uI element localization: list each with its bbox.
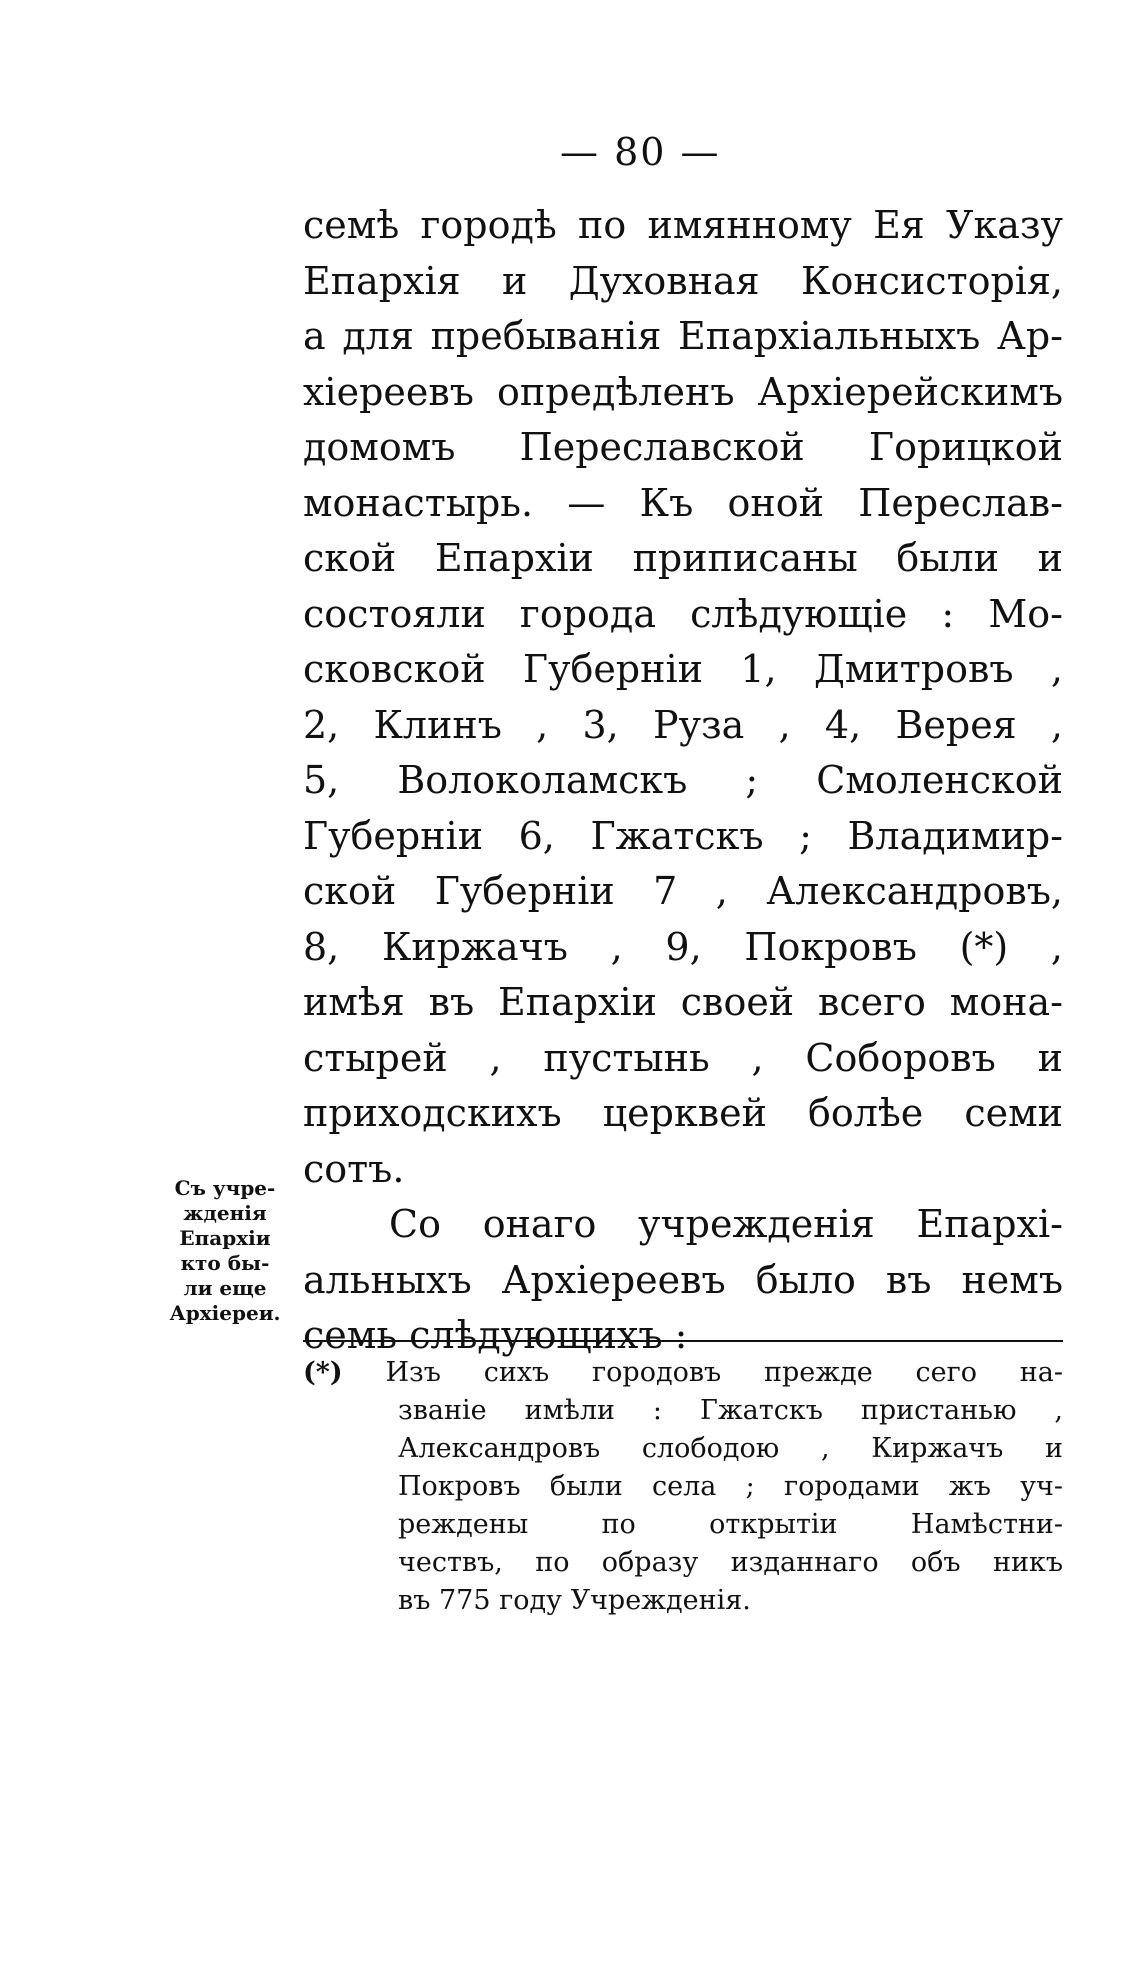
- text-line: альныхъ Архіереевъ было въ немъ: [303, 1257, 1063, 1302]
- text-line: стырей , пустынь , Соборовъ и: [303, 1035, 1063, 1080]
- margin-note-line: Архіереи.: [169, 1301, 281, 1325]
- margin-note-line: ли еще: [183, 1276, 267, 1300]
- footnote-line: реждены по открытіи Намѣстни-: [398, 1509, 1063, 1540]
- text-line: состояли города слѣдующіе : Мо-: [303, 591, 1063, 636]
- text-line: хіереевъ опредѣленъ Архіерейскимъ: [303, 369, 1063, 414]
- footnote-line: Александровъ слободою , Киржачъ и: [398, 1433, 1063, 1464]
- text-line: 8, Киржачъ , 9, Покровъ (*) ,: [303, 924, 1063, 969]
- margin-note: [150, 1176, 300, 1326]
- text-line: монастырь. — Къ оной Переслав-: [303, 480, 1063, 525]
- text-line: домомъ Переславской Горицкой: [303, 425, 1063, 469]
- margin-note-line: кто бы-: [180, 1251, 270, 1275]
- text-line: Со онаго учрежденія Епархі-: [389, 1202, 1063, 1246]
- footnote-line: [303, 1354, 1063, 1392]
- text-line: приходскихъ церквей болѣе семи: [303, 1091, 1063, 1135]
- text-line: 2, Клинъ , 3, Руза , 4, Верея ,: [303, 702, 1063, 747]
- text-line: ской Губерніи 7 , Александровъ,: [303, 869, 1063, 913]
- footnote-line: званіе имѣли : Гжатскъ пристанью ,: [398, 1395, 1063, 1426]
- main-text: [303, 198, 1063, 1364]
- text-line: а для пребыванія Епархіальныхъ Ар-: [303, 314, 1063, 358]
- margin-note-line: Съ учре-: [174, 1176, 276, 1200]
- text-line: ской Епархіи приписаны были и: [303, 536, 1063, 580]
- footnote-line: Покровъ были села ; городами жъ уч-: [398, 1471, 1063, 1502]
- text-line: сковской Губерніи 1, Дмитровъ ,: [303, 647, 1063, 691]
- text-line: 5, Волоколамскъ ; Смоленской: [303, 758, 1063, 802]
- margin-note-line: жденія: [183, 1201, 267, 1225]
- margin-note-line: Епархіи: [179, 1226, 271, 1250]
- footnote-marker: (*): [303, 1357, 343, 1388]
- text-line: Губерніи 6, Гжатскъ ; Владимир-: [303, 813, 1063, 858]
- footnote-line: въ 775 году Учрежденія.: [398, 1585, 751, 1616]
- text-line: семѣ городѣ по имянному Ея Указу: [303, 203, 1063, 247]
- text-line: имѣя въ Епархіи своей всего мона-: [303, 980, 1063, 1024]
- footnote-text: Изъ сихъ городовъ прежде сего на-: [385, 1357, 1063, 1388]
- footnote-line: чествъ, по образу изданнаго объ никъ: [398, 1547, 1063, 1578]
- page-number: — 80 —: [560, 130, 721, 174]
- footnote: [303, 1354, 1063, 1620]
- text-line: Епархія и Духовная Консисторія,: [303, 258, 1063, 303]
- text-line: сотъ.: [303, 1146, 405, 1191]
- text-line: семь слѣдующихъ :: [303, 1313, 688, 1357]
- footnote-divider: [303, 1340, 1063, 1342]
